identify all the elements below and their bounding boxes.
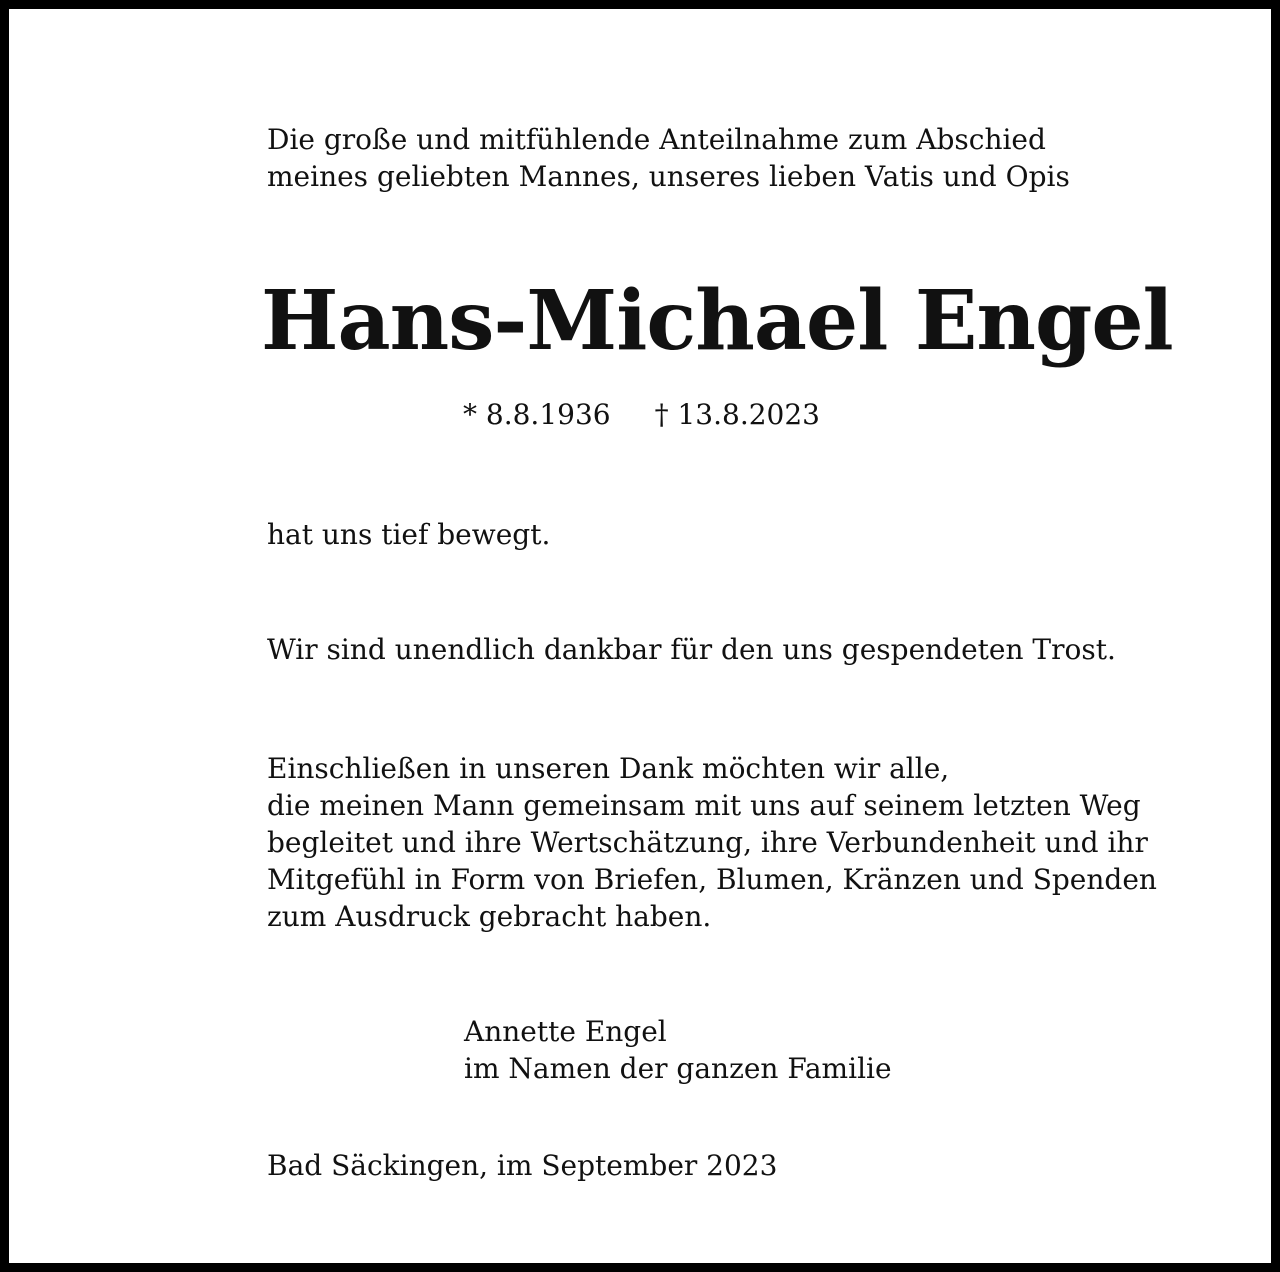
- signature-name: Annette Engel: [464, 1015, 667, 1048]
- thanks-text: Wir sind unendlich dankbar für den uns gespendeten Trost.: [267, 633, 1116, 666]
- signature-family: im Namen der ganzen Familie: [464, 1052, 892, 1085]
- include-text: [267, 750, 1157, 935]
- signature: [464, 1013, 892, 1087]
- intro-line: Die große und mitfühlende Anteilnahme zum Abschied: [267, 123, 1046, 156]
- intro-text: [267, 121, 1070, 195]
- death-date: † 13.8.2023: [654, 398, 820, 431]
- intro-line: meines geliebten Mannes, unseres lieben Vatis und Opis: [267, 160, 1070, 193]
- place-date: Bad Säckingen, im September 2023: [267, 1149, 778, 1182]
- include-line: Mitgefühl in Form von Briefen, Blumen, Kränzen und Spenden: [267, 863, 1157, 896]
- include-line: Einschließen in unseren Dank möchten wir alle,: [267, 752, 950, 785]
- include-line: zum Ausdruck gebracht haben.: [267, 900, 712, 933]
- moved-text: hat uns tief bewegt.: [267, 518, 551, 551]
- deceased-name: Hans-Michael Engel: [261, 273, 1173, 369]
- include-line: begleitet und ihre Wertschätzung, ihre Verbundenheit und ihr: [267, 826, 1148, 859]
- life-dates: [463, 396, 820, 433]
- include-line: die meinen Mann gemeinsam mit uns auf seinem letzten Weg: [267, 789, 1141, 822]
- birth-date: * 8.8.1936: [463, 398, 611, 431]
